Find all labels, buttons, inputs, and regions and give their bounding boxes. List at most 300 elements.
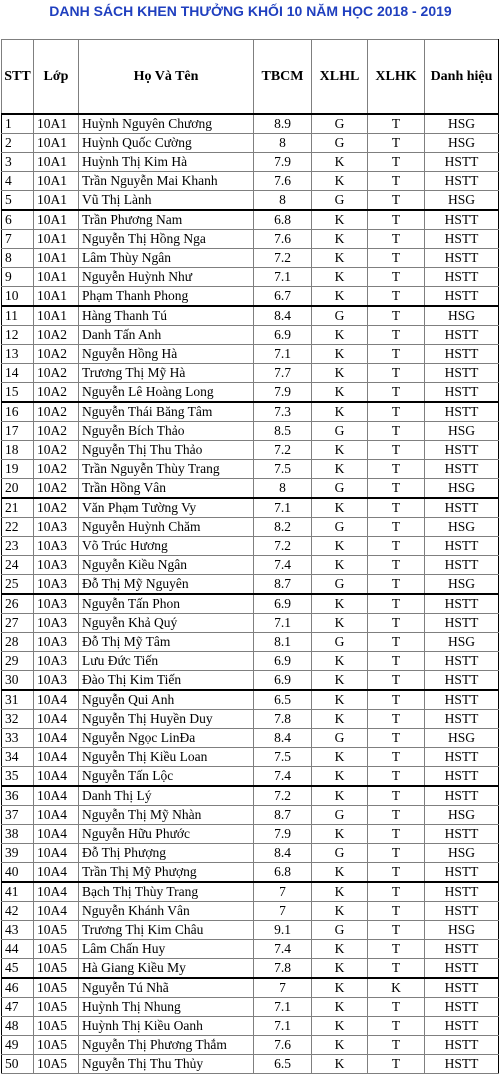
cell-name: Nguyễn Thị Huyền Duy bbox=[79, 710, 254, 729]
cell-xlhl: G bbox=[312, 844, 368, 863]
cell-stt: 37 bbox=[2, 806, 34, 825]
cell-stt: 48 bbox=[2, 1017, 34, 1036]
cell-award: HSG bbox=[425, 306, 499, 326]
cell-name: Trần Hồng Vân bbox=[79, 479, 254, 499]
cell-xlhl: K bbox=[312, 1036, 368, 1055]
cell-class: 10A5 bbox=[34, 998, 79, 1017]
cell-tbcm: 6.5 bbox=[254, 1055, 312, 1074]
cell-award: HSTT bbox=[425, 326, 499, 345]
cell-stt: 17 bbox=[2, 422, 34, 441]
table-row bbox=[2, 287, 499, 307]
cell-xlhl: K bbox=[312, 537, 368, 556]
cell-stt: 22 bbox=[2, 518, 34, 537]
cell-tbcm: 7.1 bbox=[254, 1017, 312, 1036]
table-row bbox=[2, 402, 499, 422]
cell-xlhl: K bbox=[312, 748, 368, 767]
cell-xlhk: T bbox=[368, 114, 425, 134]
table-row bbox=[2, 210, 499, 230]
cell-tbcm: 6.5 bbox=[254, 690, 312, 710]
cell-tbcm: 7 bbox=[254, 902, 312, 921]
cell-class: 10A2 bbox=[34, 364, 79, 383]
cell-xlhk: T bbox=[368, 786, 425, 806]
cell-award: HSG bbox=[425, 479, 499, 499]
cell-xlhk: T bbox=[368, 633, 425, 652]
cell-xlhk: T bbox=[368, 844, 425, 863]
cell-class: 10A3 bbox=[34, 652, 79, 671]
cell-award: HSTT bbox=[425, 978, 499, 998]
cell-name: Lâm Chấn Huy bbox=[79, 940, 254, 959]
cell-name: Nguyễn Lê Hoàng Long bbox=[79, 383, 254, 403]
cell-award: HSTT bbox=[425, 537, 499, 556]
cell-award: HSTT bbox=[425, 1055, 499, 1074]
cell-xlhl: K bbox=[312, 710, 368, 729]
cell-xlhk: T bbox=[368, 153, 425, 172]
cell-name: Vũ Thị Lành bbox=[79, 191, 254, 211]
table-row bbox=[2, 306, 499, 326]
cell-name: Nguyễn Tú Nhã bbox=[79, 978, 254, 998]
cell-xlhl: K bbox=[312, 1017, 368, 1036]
cell-award: HSG bbox=[425, 633, 499, 652]
table-row bbox=[2, 710, 499, 729]
cell-award: HSTT bbox=[425, 594, 499, 614]
cell-xlhl: K bbox=[312, 172, 368, 191]
table-row bbox=[2, 882, 499, 902]
cell-xlhk: T bbox=[368, 729, 425, 748]
cell-xlhk: T bbox=[368, 326, 425, 345]
cell-award: HSTT bbox=[425, 998, 499, 1017]
cell-xlhk: T bbox=[368, 230, 425, 249]
cell-name: Nguyễn Bích Thảo bbox=[79, 422, 254, 441]
cell-stt: 10 bbox=[2, 287, 34, 307]
cell-tbcm: 7.1 bbox=[254, 498, 312, 518]
cell-stt: 12 bbox=[2, 326, 34, 345]
cell-xlhl: K bbox=[312, 153, 368, 172]
cell-class: 10A4 bbox=[34, 806, 79, 825]
cell-stt: 44 bbox=[2, 940, 34, 959]
cell-xlhl: K bbox=[312, 498, 368, 518]
cell-class: 10A4 bbox=[34, 690, 79, 710]
cell-stt: 41 bbox=[2, 882, 34, 902]
cell-tbcm: 7.9 bbox=[254, 153, 312, 172]
cell-xlhl: K bbox=[312, 671, 368, 691]
cell-name: Lâm Thùy Ngân bbox=[79, 249, 254, 268]
cell-tbcm: 8.2 bbox=[254, 518, 312, 537]
cell-stt: 4 bbox=[2, 172, 34, 191]
cell-xlhl: K bbox=[312, 863, 368, 883]
cell-xlhk: T bbox=[368, 134, 425, 153]
cell-xlhl: K bbox=[312, 268, 368, 287]
cell-name: Nguyễn Tấn Phon bbox=[79, 594, 254, 614]
cell-xlhk: T bbox=[368, 959, 425, 979]
cell-name: Hà Giang Kiều My bbox=[79, 959, 254, 979]
cell-xlhl: G bbox=[312, 134, 368, 153]
table-row bbox=[2, 249, 499, 268]
cell-name: Nguyễn Thái Băng Tâm bbox=[79, 402, 254, 422]
cell-name: Nguyễn Thị Thu Thảo bbox=[79, 441, 254, 460]
cell-xlhl: G bbox=[312, 191, 368, 211]
cell-class: 10A1 bbox=[34, 153, 79, 172]
cell-xlhk: T bbox=[368, 287, 425, 307]
cell-name: Huỳnh Thị Kiều Oanh bbox=[79, 1017, 254, 1036]
cell-name: Võ Trúc Hương bbox=[79, 537, 254, 556]
cell-xlhl: K bbox=[312, 614, 368, 633]
cell-class: 10A3 bbox=[34, 537, 79, 556]
cell-award: HSTT bbox=[425, 1036, 499, 1055]
cell-name: Nguyễn Qui Anh bbox=[79, 690, 254, 710]
cell-stt: 19 bbox=[2, 460, 34, 479]
cell-award: HSTT bbox=[425, 249, 499, 268]
cell-xlhk: T bbox=[368, 921, 425, 940]
cell-class: 10A1 bbox=[34, 114, 79, 134]
cell-name: Trần Nguyễn Thùy Trang bbox=[79, 460, 254, 479]
cell-stt: 7 bbox=[2, 230, 34, 249]
cell-tbcm: 6.9 bbox=[254, 652, 312, 671]
cell-xlhk: T bbox=[368, 249, 425, 268]
table-row bbox=[2, 690, 499, 710]
table-row bbox=[2, 844, 499, 863]
cell-xlhk: T bbox=[368, 690, 425, 710]
cell-xlhk: T bbox=[368, 191, 425, 211]
cell-class: 10A5 bbox=[34, 1036, 79, 1055]
cell-award: HSTT bbox=[425, 825, 499, 844]
cell-stt: 11 bbox=[2, 306, 34, 326]
table-row bbox=[2, 326, 499, 345]
cell-xlhk: T bbox=[368, 210, 425, 230]
cell-class: 10A2 bbox=[34, 479, 79, 499]
cell-xlhk: T bbox=[368, 767, 425, 787]
cell-class: 10A4 bbox=[34, 786, 79, 806]
cell-name: Huỳnh Thị Kim Hà bbox=[79, 153, 254, 172]
cell-class: 10A3 bbox=[34, 556, 79, 575]
cell-stt: 32 bbox=[2, 710, 34, 729]
cell-tbcm: 7.5 bbox=[254, 460, 312, 479]
cell-stt: 40 bbox=[2, 863, 34, 883]
cell-stt: 23 bbox=[2, 537, 34, 556]
cell-xlhl: G bbox=[312, 518, 368, 537]
cell-class: 10A4 bbox=[34, 825, 79, 844]
cell-class: 10A3 bbox=[34, 614, 79, 633]
cell-tbcm: 6.8 bbox=[254, 210, 312, 230]
cell-award: HSTT bbox=[425, 268, 499, 287]
cell-xlhl: K bbox=[312, 556, 368, 575]
table-row bbox=[2, 556, 499, 575]
cell-name: Phạm Thanh Phong bbox=[79, 287, 254, 307]
cell-award: HSG bbox=[425, 806, 499, 825]
table-row bbox=[2, 268, 499, 287]
table-row bbox=[2, 422, 499, 441]
cell-xlhl: K bbox=[312, 460, 368, 479]
table-row bbox=[2, 441, 499, 460]
table-row bbox=[2, 959, 499, 979]
cell-xlhk: T bbox=[368, 1036, 425, 1055]
table-row bbox=[2, 614, 499, 633]
cell-stt: 33 bbox=[2, 729, 34, 748]
cell-tbcm: 7.1 bbox=[254, 345, 312, 364]
cell-class: 10A2 bbox=[34, 498, 79, 518]
cell-xlhk: T bbox=[368, 806, 425, 825]
cell-xlhk: T bbox=[368, 498, 425, 518]
table-row bbox=[2, 134, 499, 153]
cell-tbcm: 7.1 bbox=[254, 614, 312, 633]
cell-stt: 16 bbox=[2, 402, 34, 422]
cell-award: HSTT bbox=[425, 652, 499, 671]
cell-tbcm: 7.4 bbox=[254, 940, 312, 959]
cell-xlhl: G bbox=[312, 633, 368, 652]
cell-award: HSTT bbox=[425, 345, 499, 364]
cell-stt: 3 bbox=[2, 153, 34, 172]
cell-xlhk: T bbox=[368, 172, 425, 191]
cell-xlhl: G bbox=[312, 921, 368, 940]
cell-stt: 42 bbox=[2, 902, 34, 921]
cell-class: 10A1 bbox=[34, 230, 79, 249]
cell-tbcm: 7.8 bbox=[254, 959, 312, 979]
cell-xlhl: K bbox=[312, 402, 368, 422]
cell-award: HSTT bbox=[425, 441, 499, 460]
cell-tbcm: 7.4 bbox=[254, 767, 312, 787]
cell-xlhk: T bbox=[368, 748, 425, 767]
cell-class: 10A4 bbox=[34, 710, 79, 729]
cell-tbcm: 8.4 bbox=[254, 306, 312, 326]
cell-award: HSTT bbox=[425, 671, 499, 691]
table-row bbox=[2, 921, 499, 940]
col-header-stt: STT bbox=[2, 40, 34, 115]
cell-xlhk: T bbox=[368, 479, 425, 499]
cell-xlhk: T bbox=[368, 402, 425, 422]
cell-tbcm: 7.1 bbox=[254, 268, 312, 287]
cell-class: 10A1 bbox=[34, 268, 79, 287]
cell-stt: 9 bbox=[2, 268, 34, 287]
cell-name: Bạch Thị Thùy Trang bbox=[79, 882, 254, 902]
cell-class: 10A4 bbox=[34, 902, 79, 921]
cell-xlhk: T bbox=[368, 460, 425, 479]
cell-award: HSG bbox=[425, 114, 499, 134]
cell-name: Văn Phạm Tường Vy bbox=[79, 498, 254, 518]
cell-tbcm: 7.5 bbox=[254, 748, 312, 767]
cell-award: HSG bbox=[425, 575, 499, 595]
cell-stt: 46 bbox=[2, 978, 34, 998]
cell-class: 10A5 bbox=[34, 959, 79, 979]
cell-xlhl: G bbox=[312, 729, 368, 748]
cell-xlhk: T bbox=[368, 268, 425, 287]
cell-name: Trần Thị Mỹ Phượng bbox=[79, 863, 254, 883]
cell-name: Đỗ Thị Mỹ Tâm bbox=[79, 633, 254, 652]
cell-xlhk: T bbox=[368, 364, 425, 383]
table-row bbox=[2, 172, 499, 191]
cell-class: 10A4 bbox=[34, 729, 79, 748]
cell-xlhk: T bbox=[368, 306, 425, 326]
cell-xlhk: T bbox=[368, 383, 425, 403]
table-row bbox=[2, 460, 499, 479]
table-row bbox=[2, 1055, 499, 1074]
cell-tbcm: 7.8 bbox=[254, 710, 312, 729]
cell-stt: 18 bbox=[2, 441, 34, 460]
cell-award: HSTT bbox=[425, 710, 499, 729]
cell-class: 10A1 bbox=[34, 287, 79, 307]
cell-stt: 31 bbox=[2, 690, 34, 710]
cell-name: Trương Thị Mỹ Hà bbox=[79, 364, 254, 383]
cell-xlhk: T bbox=[368, 594, 425, 614]
cell-award: HSG bbox=[425, 921, 499, 940]
cell-xlhk: T bbox=[368, 882, 425, 902]
col-header-xlhk: XLHK bbox=[368, 40, 425, 115]
cell-tbcm: 6.9 bbox=[254, 326, 312, 345]
cell-class: 10A5 bbox=[34, 921, 79, 940]
cell-xlhl: K bbox=[312, 767, 368, 787]
cell-stt: 35 bbox=[2, 767, 34, 787]
cell-name: Nguyễn Khả Quý bbox=[79, 614, 254, 633]
cell-stt: 36 bbox=[2, 786, 34, 806]
cell-class: 10A3 bbox=[34, 671, 79, 691]
cell-tbcm: 7.2 bbox=[254, 537, 312, 556]
cell-tbcm: 7.7 bbox=[254, 364, 312, 383]
cell-tbcm: 7.3 bbox=[254, 402, 312, 422]
cell-award: HSTT bbox=[425, 210, 499, 230]
cell-tbcm: 8 bbox=[254, 191, 312, 211]
cell-stt: 49 bbox=[2, 1036, 34, 1055]
cell-class: 10A3 bbox=[34, 594, 79, 614]
cell-award: HSG bbox=[425, 422, 499, 441]
cell-tbcm: 7.9 bbox=[254, 825, 312, 844]
table-row bbox=[2, 1036, 499, 1055]
cell-award: HSTT bbox=[425, 287, 499, 307]
cell-name: Trần Phương Nam bbox=[79, 210, 254, 230]
cell-class: 10A2 bbox=[34, 422, 79, 441]
cell-name: Hàng Thanh Tú bbox=[79, 306, 254, 326]
cell-xlhl: G bbox=[312, 575, 368, 595]
cell-xlhl: K bbox=[312, 230, 368, 249]
cell-xlhl: G bbox=[312, 479, 368, 499]
cell-tbcm: 8 bbox=[254, 134, 312, 153]
cell-tbcm: 7 bbox=[254, 882, 312, 902]
cell-stt: 6 bbox=[2, 210, 34, 230]
cell-stt: 43 bbox=[2, 921, 34, 940]
table-row bbox=[2, 902, 499, 921]
cell-award: HSTT bbox=[425, 882, 499, 902]
cell-xlhl: K bbox=[312, 978, 368, 998]
cell-award: HSG bbox=[425, 844, 499, 863]
col-header-xlhl: XLHL bbox=[312, 40, 368, 115]
cell-name: Nguyễn Hữu Phước bbox=[79, 825, 254, 844]
cell-tbcm: 7.6 bbox=[254, 1036, 312, 1055]
cell-award: HSTT bbox=[425, 230, 499, 249]
cell-award: HSTT bbox=[425, 786, 499, 806]
cell-stt: 50 bbox=[2, 1055, 34, 1074]
cell-name: Danh Tấn Anh bbox=[79, 326, 254, 345]
table-header-row bbox=[2, 40, 499, 115]
cell-name: Nguyễn Hồng Hà bbox=[79, 345, 254, 364]
cell-xlhk: T bbox=[368, 345, 425, 364]
cell-class: 10A2 bbox=[34, 326, 79, 345]
cell-stt: 28 bbox=[2, 633, 34, 652]
cell-stt: 30 bbox=[2, 671, 34, 691]
cell-class: 10A2 bbox=[34, 345, 79, 364]
cell-xlhk: T bbox=[368, 537, 425, 556]
cell-name: Nguyễn Ngọc LinĐa bbox=[79, 729, 254, 748]
table-row bbox=[2, 863, 499, 883]
cell-xlhl: K bbox=[312, 902, 368, 921]
table-row bbox=[2, 594, 499, 614]
cell-award: HSTT bbox=[425, 863, 499, 883]
cell-xlhk: T bbox=[368, 518, 425, 537]
cell-tbcm: 7.4 bbox=[254, 556, 312, 575]
table-row bbox=[2, 364, 499, 383]
cell-xlhk: T bbox=[368, 902, 425, 921]
cell-xlhk: T bbox=[368, 998, 425, 1017]
col-header-tbcm: TBCM bbox=[254, 40, 312, 115]
cell-xlhl: K bbox=[312, 652, 368, 671]
cell-tbcm: 8.5 bbox=[254, 422, 312, 441]
cell-class: 10A3 bbox=[34, 633, 79, 652]
cell-award: HSG bbox=[425, 729, 499, 748]
cell-tbcm: 8.9 bbox=[254, 114, 312, 134]
awards-table bbox=[1, 39, 499, 1074]
cell-xlhl: K bbox=[312, 441, 368, 460]
cell-stt: 25 bbox=[2, 575, 34, 595]
cell-class: 10A5 bbox=[34, 940, 79, 959]
table-row bbox=[2, 114, 499, 134]
cell-award: HSTT bbox=[425, 383, 499, 403]
cell-class: 10A1 bbox=[34, 249, 79, 268]
table-row bbox=[2, 230, 499, 249]
table-row bbox=[2, 671, 499, 691]
cell-class: 10A4 bbox=[34, 748, 79, 767]
table-row bbox=[2, 537, 499, 556]
table-row bbox=[2, 748, 499, 767]
cell-xlhk: T bbox=[368, 825, 425, 844]
cell-tbcm: 8 bbox=[254, 479, 312, 499]
cell-xlhl: K bbox=[312, 326, 368, 345]
table-row bbox=[2, 786, 499, 806]
cell-name: Nguyễn Thị Thu Thủy bbox=[79, 1055, 254, 1074]
cell-xlhl: K bbox=[312, 383, 368, 403]
col-header-class: Lớp bbox=[34, 40, 79, 115]
cell-xlhl: K bbox=[312, 1055, 368, 1074]
cell-class: 10A3 bbox=[34, 518, 79, 537]
cell-class: 10A2 bbox=[34, 402, 79, 422]
cell-name: Nguyễn Huỳnh Chăm bbox=[79, 518, 254, 537]
cell-class: 10A1 bbox=[34, 172, 79, 191]
cell-class: 10A3 bbox=[34, 575, 79, 595]
cell-class: 10A5 bbox=[34, 1017, 79, 1036]
cell-award: HSTT bbox=[425, 614, 499, 633]
table-row bbox=[2, 767, 499, 787]
cell-xlhl: K bbox=[312, 825, 368, 844]
cell-xlhl: G bbox=[312, 306, 368, 326]
table-row bbox=[2, 998, 499, 1017]
table-row bbox=[2, 345, 499, 364]
cell-xlhl: K bbox=[312, 210, 368, 230]
cell-name: Trần Nguyễn Mai Khanh bbox=[79, 172, 254, 191]
table-row bbox=[2, 652, 499, 671]
cell-tbcm: 8.4 bbox=[254, 729, 312, 748]
cell-name: Nguyễn Thị Mỹ Nhàn bbox=[79, 806, 254, 825]
cell-stt: 5 bbox=[2, 191, 34, 211]
cell-class: 10A1 bbox=[34, 191, 79, 211]
cell-xlhl: G bbox=[312, 422, 368, 441]
cell-tbcm: 8.4 bbox=[254, 844, 312, 863]
table-row bbox=[2, 806, 499, 825]
table-row bbox=[2, 825, 499, 844]
cell-xlhk: T bbox=[368, 614, 425, 633]
cell-award: HSTT bbox=[425, 364, 499, 383]
cell-tbcm: 7.1 bbox=[254, 998, 312, 1017]
cell-xlhl: K bbox=[312, 287, 368, 307]
cell-name: Trương Thị Kim Châu bbox=[79, 921, 254, 940]
cell-xlhk: T bbox=[368, 671, 425, 691]
col-header-award: Danh hiệu bbox=[425, 40, 499, 115]
cell-xlhl: K bbox=[312, 690, 368, 710]
cell-xlhk: T bbox=[368, 422, 425, 441]
